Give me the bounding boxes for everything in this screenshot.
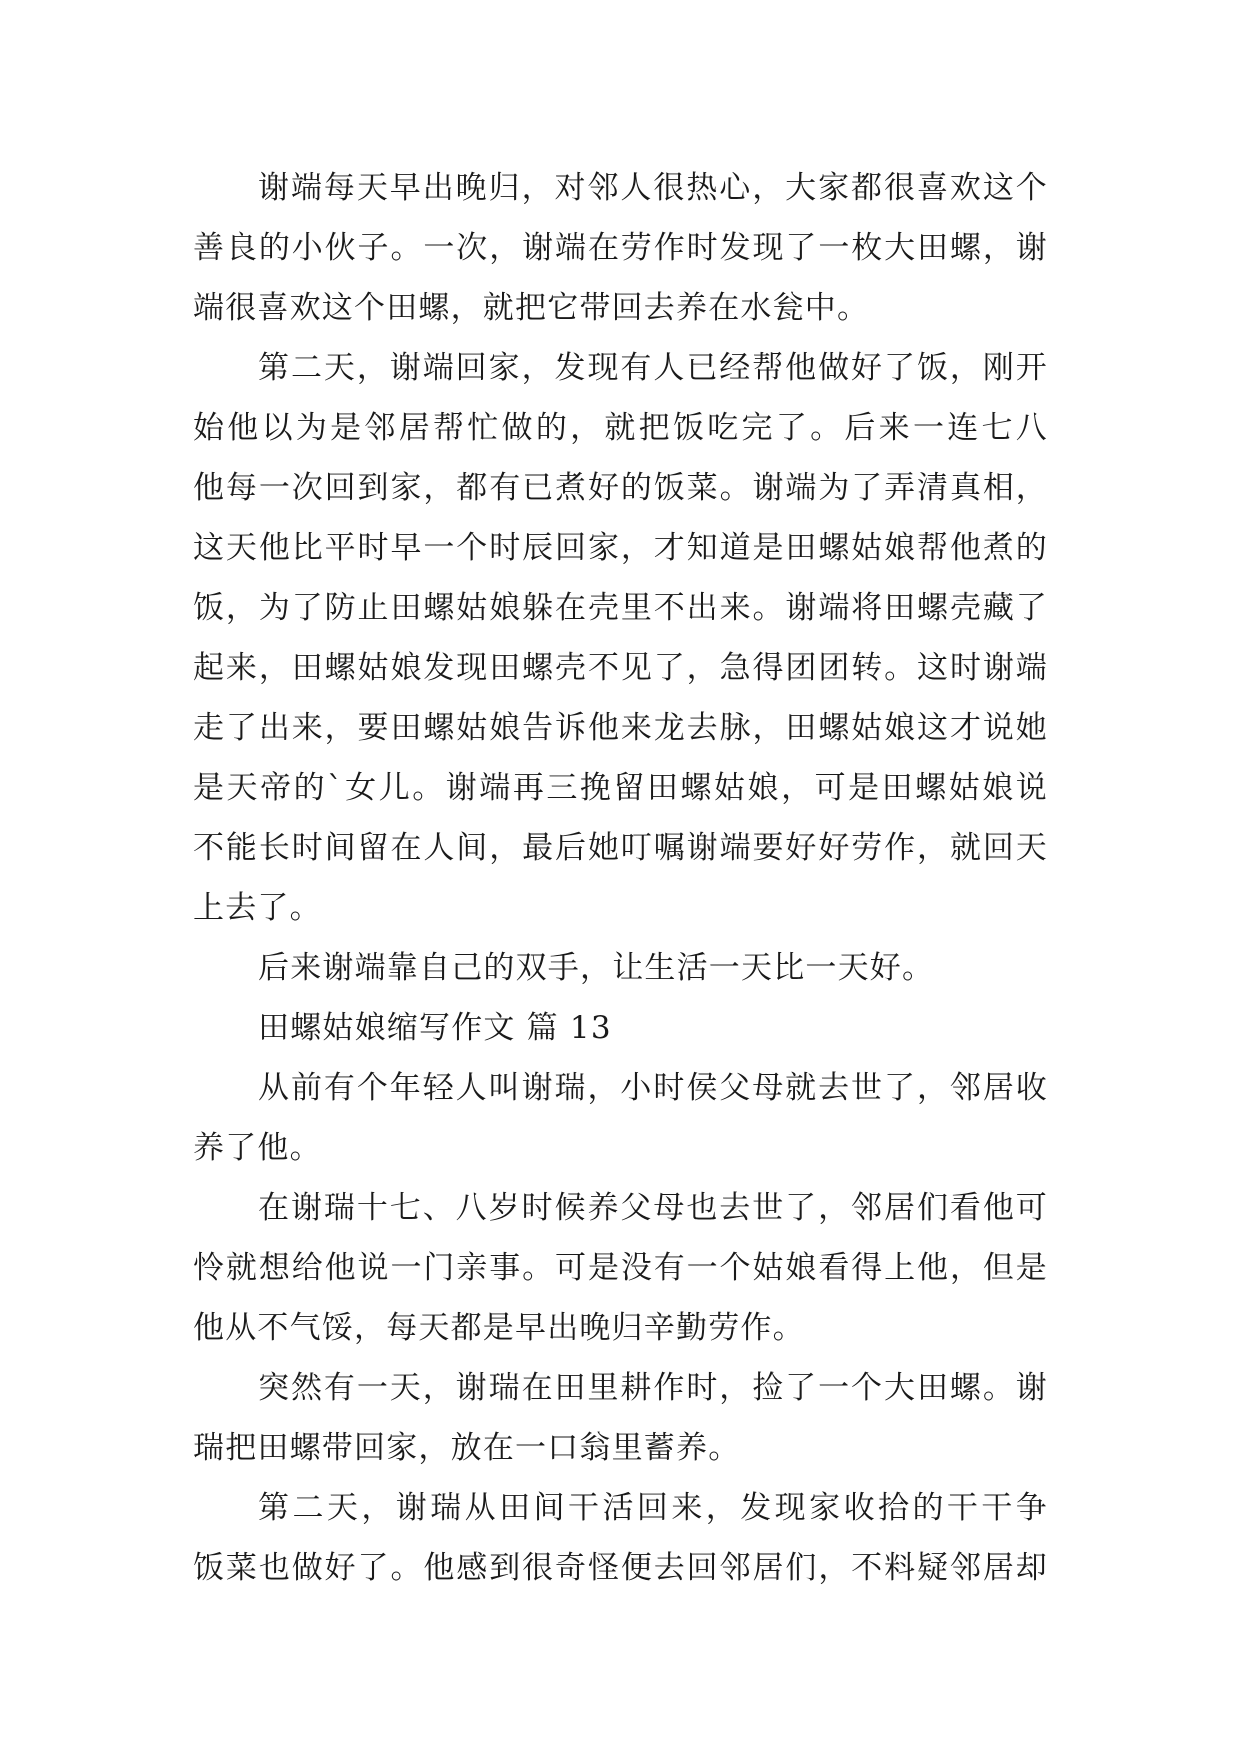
text-line: 他从不气馁，每天都是早出晚归辛勤劳作。 (193, 1310, 805, 1346)
text-line: 上去了。 (193, 890, 322, 926)
text-line: 突然有一天，谢瑞在田里耕作时，捡了一个大田螺。谢 (258, 1370, 1048, 1406)
text-line: 始他以为是邻居帮忙做的，就把饭吃完了。后来一连七八 (193, 410, 1048, 446)
text-line: 第二天，谢瑞从田间干活回来，发现家收拾的干干争 (258, 1490, 1048, 1526)
text-line: 田螺姑娘缩写作文 篇 13 (258, 1010, 612, 1046)
document-body (193, 158, 1048, 1598)
text-line: 饭菜也做好了。他感到很奇怪便去回邻居们，不料疑邻居却 (193, 1550, 1048, 1586)
text-line: 从前有个年轻人叫谢瑞，小时侯父母就去世了，邻居收 (258, 1070, 1048, 1106)
text-line: 端很喜欢这个田螺，就把它带回去养在水瓮中。 (193, 290, 870, 326)
text-line: 这天他比平时早一个时辰回家，才知道是田螺姑娘帮他煮的 (193, 530, 1048, 566)
text-line: 他每一次回到家，都有已煮好的饭菜。谢端为了弄清真相， (193, 470, 1048, 506)
text-line: 善良的小伙子。一次，谢端在劳作时发现了一枚大田螺，谢 (193, 230, 1048, 266)
text-line: 走了出来，要田螺姑娘告诉他来龙去脉，田螺姑娘这才说她 (193, 710, 1048, 746)
text-line: 在谢瑞十七、八岁时候养父母也去世了，邻居们看他可 (258, 1190, 1048, 1226)
text-line: 是天帝的`女儿。谢端再三挽留田螺姑娘，可是田螺姑娘说 (193, 770, 1048, 806)
text-line: 后来谢端靠自己的双手，让生活一天比一天好。 (258, 950, 935, 986)
text-line: 饭，为了防止田螺姑娘躲在壳里不出来。谢端将田螺壳藏了 (193, 590, 1048, 626)
text-line: 谢端每天早出晚归，对邻人很热心，大家都很喜欢这个 (258, 170, 1048, 206)
text-line: 第二天，谢端回家，发现有人已经帮他做好了饭，刚开 (258, 350, 1048, 386)
text-line: 养了他。 (193, 1130, 322, 1166)
text-line: 怜就想给他说一门亲事。可是没有一个姑娘看得上他，但是 (193, 1250, 1048, 1286)
text-line: 瑞把田螺带回家，放在一口翁里蓄养。 (193, 1430, 741, 1466)
text-line: 起来，田螺姑娘发现田螺壳不见了，急得团团转。这时谢端 (193, 650, 1048, 686)
text-line: 不能长时间留在人间，最后她叮嘱谢端要好好劳作，就回天 (193, 830, 1048, 866)
